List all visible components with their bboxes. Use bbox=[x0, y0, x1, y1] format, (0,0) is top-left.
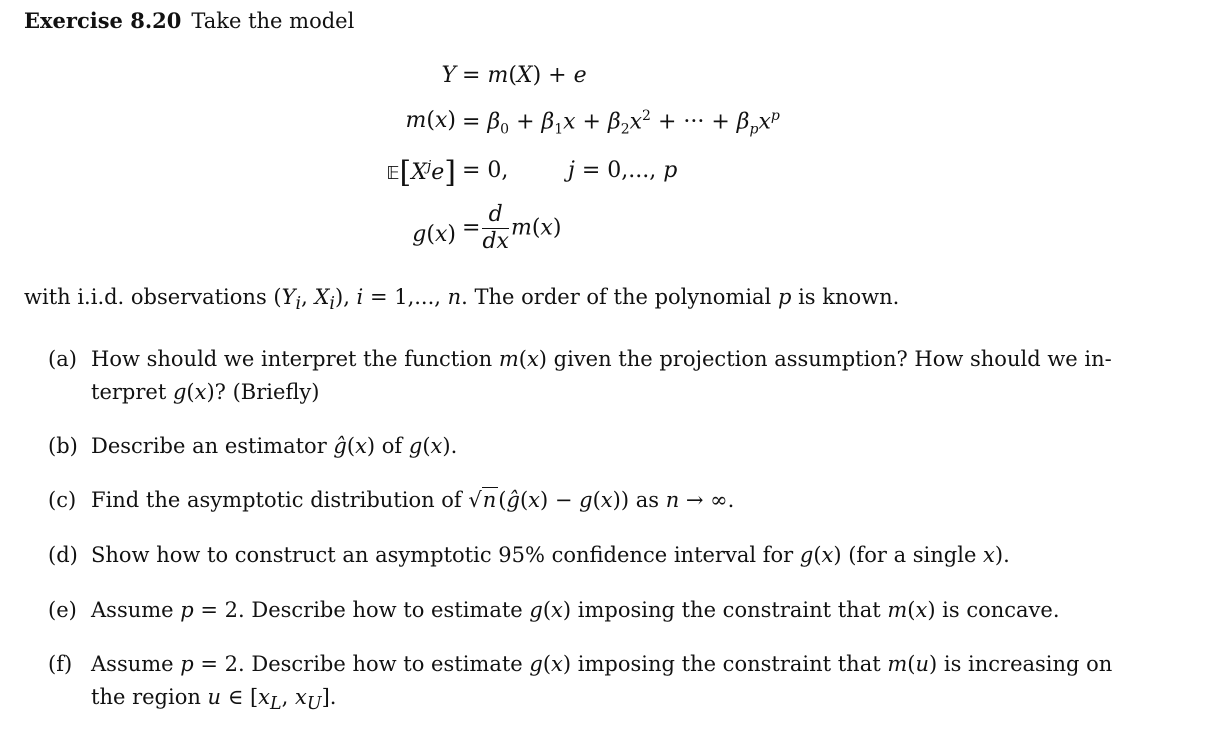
equation-model-rhs: = m(X) + e bbox=[462, 63, 587, 88]
exercise-number: Exercise 8.20 bbox=[24, 8, 182, 33]
question-line: Show how to construct an asymptotic 95% confidence interval for g(x) (for a single x). bbox=[91, 543, 1010, 567]
equation-mean-lhs: m(x) bbox=[405, 108, 456, 133]
question-body bbox=[91, 594, 1176, 627]
question-line: Describe an estimator ĝ(x) of g(x). bbox=[91, 434, 458, 458]
question-label: (a) bbox=[48, 347, 77, 371]
question-body bbox=[91, 539, 1176, 572]
equation-moment-rhs: = 0, bbox=[462, 158, 509, 183]
question-line: Assume p = 2. Describe how to estimate g(x) imposing the constraint that m(x) is concave. bbox=[91, 598, 1060, 622]
equation-moment-lhs: $𝔼[X^je]$ bbox=[386, 155, 456, 190]
question-line: the region u ∈ [$x_L$, $x_U$]. bbox=[91, 685, 337, 715]
question-line: How should we interpret the function m(x) given the projection assumption? How should we in- bbox=[91, 347, 1112, 371]
exercise-lead-text: Take the model bbox=[191, 9, 355, 33]
equation-model-lhs: Y bbox=[441, 63, 456, 88]
question-body bbox=[91, 343, 1176, 409]
question-line: terpret g(x)? (Briefly) bbox=[91, 380, 320, 404]
question-body bbox=[91, 648, 1176, 721]
question-label: (d) bbox=[48, 543, 78, 567]
exercise-heading bbox=[24, 6, 354, 36]
question-label: (c) bbox=[48, 488, 77, 512]
equation-mean-rhs: = $\beta_0 + \beta_1x + \beta_2x^2$ + ··· + $\beta_px^p$ bbox=[462, 108, 780, 138]
equation-derivative-lhs: g(x) bbox=[412, 222, 456, 247]
question-label: (b) bbox=[48, 434, 78, 458]
equation-moment-qualifier: j = 0,..., p bbox=[568, 158, 678, 183]
question-label: (f) bbox=[48, 652, 73, 676]
question-line: Find the asymptotic distribution of √n(ĝ(x) − g(x)) as n → ∞. bbox=[91, 488, 735, 512]
question-body bbox=[91, 484, 1176, 517]
equation-derivative-rhs: = $\frac{d}{dx}$ m(x) bbox=[462, 202, 562, 254]
intro-paragraph: with i.i.d. observations ($Y_i$, $X_i$), i = 1,..., n. The order of the polynomial p is known. bbox=[24, 285, 900, 315]
question-label: (e) bbox=[48, 598, 77, 622]
question-body bbox=[91, 430, 1176, 463]
question-line: Assume p = 2. Describe how to estimate g(x) imposing the constraint that m(u) is increasing on bbox=[91, 652, 1113, 676]
